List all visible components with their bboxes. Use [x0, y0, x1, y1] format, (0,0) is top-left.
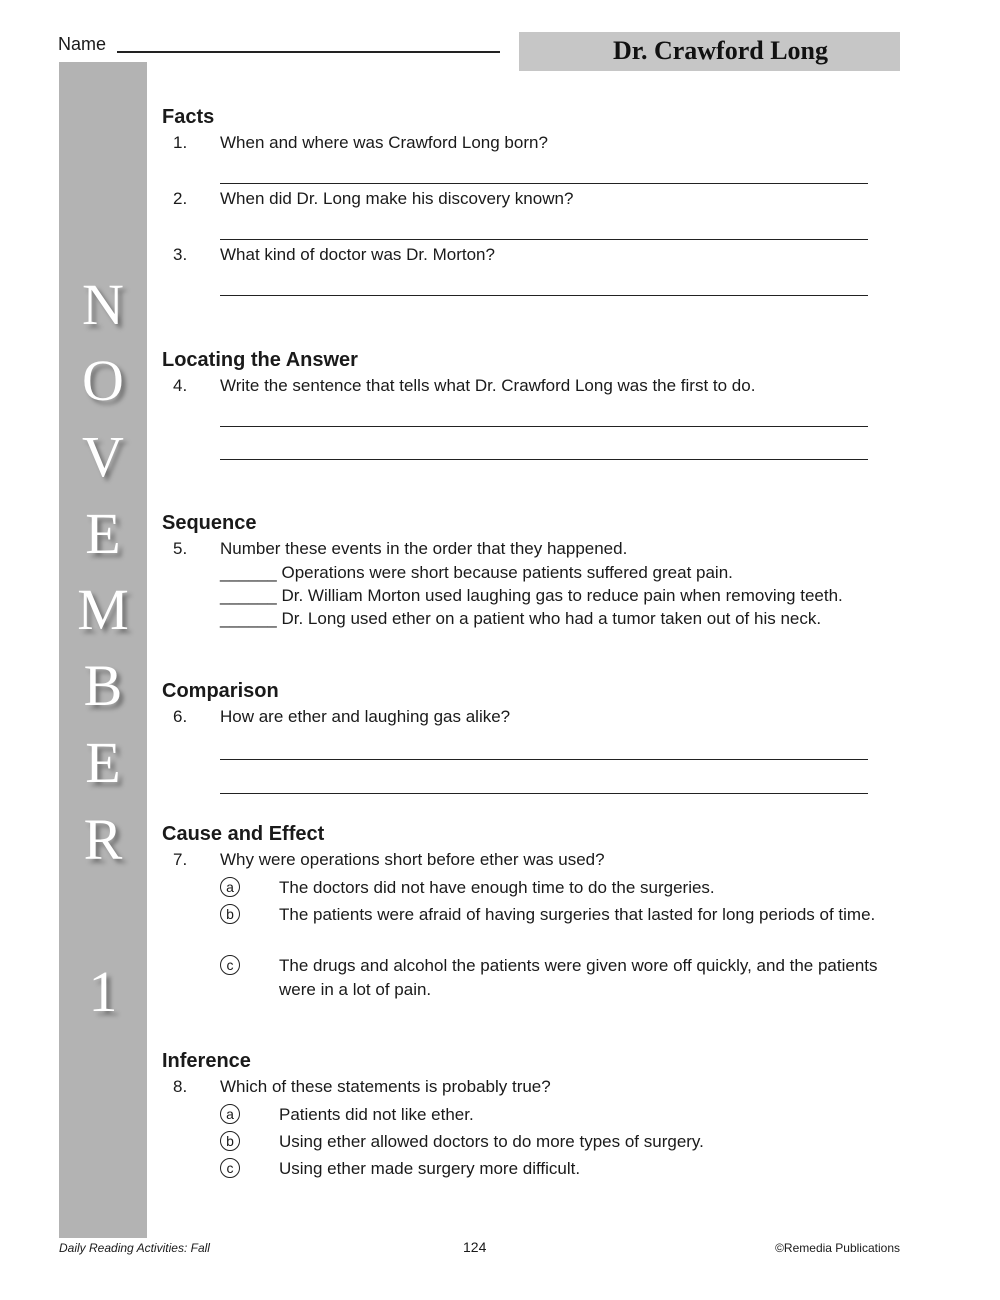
page-number: 124 — [463, 1239, 487, 1255]
question-text: Which of these statements is probably true? — [220, 1077, 551, 1096]
section-heading-locating: Locating the Answer — [162, 349, 358, 371]
question-text: How are ether and laughing gas alike? — [220, 707, 511, 726]
question-text: Number these events in the order that they happened. — [220, 539, 628, 558]
question-number: 5. — [173, 539, 188, 558]
question-number: 6. — [173, 707, 188, 726]
footer-book-title: Daily Reading Activities: Fall — [59, 1241, 210, 1255]
month-letter: M — [77, 577, 129, 642]
choice-text: The doctors did not have enough time to do the surgeries. — [279, 878, 715, 897]
answer-line[interactable] — [220, 459, 868, 460]
choice-text: Using ether allowed doctors to do more types of surgery. — [279, 1132, 704, 1151]
sequence-item-text: Operations were short because patients suffered great pain. — [281, 563, 733, 582]
sequence-item-text: Dr. William Morton used laughing gas to reduce pain when removing teeth. — [281, 586, 843, 605]
name-label: Name — [58, 34, 107, 54]
question-text: What kind of doctor was Dr. Morton? — [220, 245, 495, 264]
section-heading-cause-effect: Cause and Effect — [162, 823, 325, 845]
choice-b-bubble[interactable]: b — [220, 1131, 240, 1151]
choice-text: The drugs and alcohol the patients were given wore off quickly, and the patients were in a lot of pain. — [279, 956, 878, 999]
choice-b-bubble[interactable]: b — [220, 904, 240, 924]
sequence-blank[interactable]: ______ — [220, 609, 277, 628]
question-number: 4. — [173, 376, 188, 395]
month-letter: E — [85, 501, 121, 566]
answer-line[interactable] — [220, 295, 868, 296]
section-heading-facts: Facts — [162, 106, 215, 128]
answer-line[interactable] — [220, 426, 868, 427]
sequence-blank[interactable]: ______ — [220, 563, 277, 582]
choice-text: Patients did not like ether. — [279, 1105, 474, 1124]
sequence-item — [220, 586, 843, 606]
answer-line[interactable] — [220, 183, 868, 184]
sequence-item — [220, 563, 733, 583]
choice-text: Using ether made surgery more difficult. — [279, 1159, 581, 1178]
question-text: Why were operations short before ether was used? — [220, 850, 605, 869]
sequence-item — [220, 609, 821, 629]
section-heading-comparison: Comparison — [162, 680, 279, 702]
question-text: Write the sentence that tells what Dr. Crawford Long was the first to do. — [220, 376, 756, 395]
question-number: 7. — [173, 850, 188, 869]
month-letter: N — [82, 272, 124, 337]
day-number: 1 — [88, 959, 118, 1024]
month-letter: E — [85, 730, 121, 795]
month-letter: B — [83, 653, 123, 718]
sequence-blank[interactable]: ______ — [220, 586, 277, 605]
question-number: 2. — [173, 189, 188, 208]
month-letter: R — [83, 807, 123, 872]
name-line — [117, 51, 500, 53]
month-letter: V — [82, 424, 124, 489]
footer-publisher: ©Remedia Publications — [775, 1241, 900, 1255]
question-number: 8. — [173, 1077, 188, 1096]
section-heading-sequence: Sequence — [162, 512, 257, 534]
choice-c-bubble[interactable]: c — [220, 1158, 240, 1178]
answer-line[interactable] — [220, 793, 868, 794]
section-heading-inference: Inference — [162, 1050, 251, 1072]
question-number: 1. — [173, 133, 188, 152]
answer-line[interactable] — [220, 239, 868, 240]
title-banner — [519, 32, 900, 71]
sequence-item-text: Dr. Long used ether on a patient who had a tumor taken out of his neck. — [281, 609, 822, 628]
choice-a-bubble[interactable]: a — [220, 877, 240, 897]
choice-c-bubble[interactable]: c — [220, 955, 240, 975]
month-sidebar — [59, 62, 147, 1238]
answer-line[interactable] — [220, 759, 868, 760]
question-number: 3. — [173, 245, 188, 264]
question-text: When and where was Crawford Long born? — [220, 133, 548, 152]
page-title: Dr. Crawford Long — [613, 36, 828, 65]
choice-text: The patients were afraid of having surgeries that lasted for long periods of time. — [279, 905, 876, 924]
month-letter: O — [82, 348, 124, 413]
question-text: When did Dr. Long make his discovery known? — [220, 189, 574, 208]
choice-a-bubble[interactable]: a — [220, 1104, 240, 1124]
